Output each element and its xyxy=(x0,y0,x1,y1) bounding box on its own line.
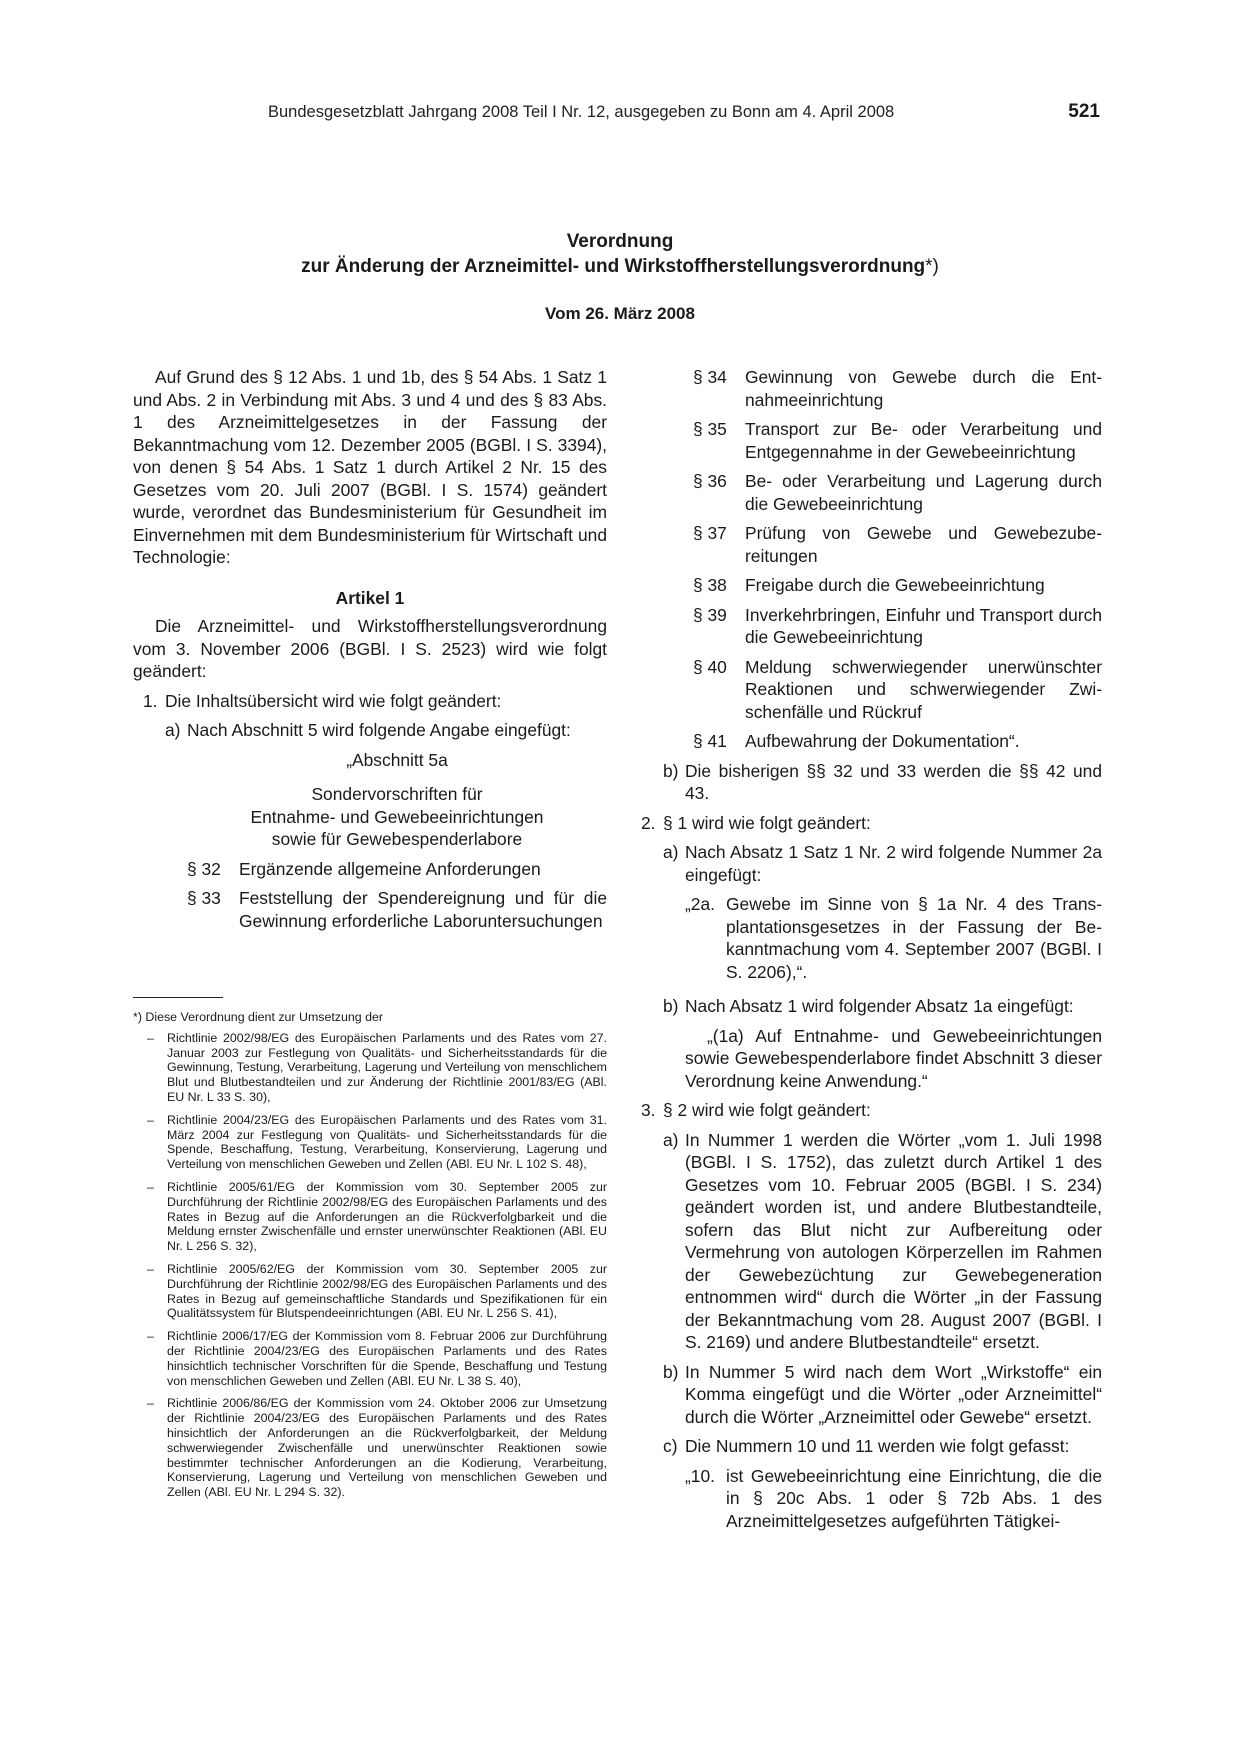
article-intro: Die Arzneimittel- und Wirkstoffherstellungsverordnung vom 3. November 2006 (BGBl. I S. 2523) wird wie folgt geändert: xyxy=(133,616,607,681)
toc-entry-32 xyxy=(133,858,607,881)
title-line-1: Verordnung xyxy=(566,231,674,252)
page-number: 521 xyxy=(1068,101,1100,122)
list-item-2 xyxy=(641,812,1102,835)
quoted-item-text: Gewebe im Sinne von § 1a Nr. 4 des Transplantationsgesetzes in der Fassung der Bekanntmachung vom 4. September 2007 (BGBl. I S. 2206),“. xyxy=(726,894,1102,982)
quoted-item-label: „2a. xyxy=(685,894,715,914)
toc-entry-text: Gewinnung von Gewebe durch die Entnahmeeinrichtung xyxy=(745,367,1102,410)
toc-entry-34 xyxy=(641,366,1102,411)
footnote-text: Richtlinie 2006/17/EG der Kommission vom 8. Februar 2006 zur Durchführung der Richtlinie 2004/23/EG des Europäischen Parlaments und des Rates hinsichtlich technischer Vorschriften für die Spende, Beschaffung und Testung von menschlichen Geweben und Zellen (ABl. EU Nr. L 38 S. 40), xyxy=(167,1329,607,1388)
section-subtitle-3: sowie für Gewebespenderlabore xyxy=(271,829,523,849)
toc-entry-label: § 33 xyxy=(187,888,221,908)
footnote-text: Richtlinie 2005/62/EG der Kommission vom 30. September 2005 zur Durchführung der Richtlinie 2002/98/EG des Europäischen Parlaments und des Rates in Bezug auf gemeinschaftliche Standards und Spezifikationen für ein Qualitätssystem für Blutspendeeinrichtungen (ABl. EU Nr. L 256 S. 41), xyxy=(167,1261,607,1321)
footnote-text: Richtlinie 2006/86/EG der Kommission vom 24. Oktober 2006 zur Umsetzung der Richtlinie 2004/23/EG des Europäischen Parlaments und des Rates hinsichtlich der Anforderungen an die Rückverfolgbarkeit, der Meldung schwerwiegender Zwischenfälle und unerwünschter Reaktionen sowie bestimmter technischer Anforderungen an die Kodierung, Verarbeitung, Konservierung, Lagerung und Verteilung von menschlichen Geweben und Zellen (ABl. EU Nr. L 294 S. 32). xyxy=(167,1396,607,1500)
title-block xyxy=(120,229,1120,324)
footnote-rule xyxy=(133,997,223,998)
left-column xyxy=(133,366,607,932)
quoted-item-label: „10. xyxy=(685,1465,715,1486)
footnote-item: – Richtlinie 2006/17/EG der Kommission vom 8. Februar 2006 zur Durchführung der Richtlinie 2004/23/EG des Europäischen Parlaments und des Rates hinsichtlich technischer Vorschriften für die Spende, Beschaffung und Testung von menschlichen Geweben und Zellen (ABl. EU Nr. L 38 S. 40), xyxy=(147,1329,607,1388)
list-item-text: In Nummer 5 wird nach dem Wort „Wirkstoffe“ ein Komma eingefügt und die Wörter „oder Arzneimittel“ durch die Wörter „Arzneimittel oder Gewebe“ ersetzt. xyxy=(685,1361,1102,1427)
title-line-2 xyxy=(120,254,1120,279)
toc-entry-37 xyxy=(641,522,1102,567)
list-item-text: § 1 wird wie folgt geändert: xyxy=(663,812,871,833)
footnote-item: – Richtlinie 2005/61/EG der Kommission vom 30. September 2005 zur Durchführung der Richtlinie 2002/98/EG des Europäischen Parlaments und des Rates in Bezug auf die Anforderungen an die Rückverfolgbarkeit und die Meldung ernster Zwischenfälle und ernster unerwünschter Reaktionen (ABl. EU Nr. L 256 S. 32), xyxy=(147,1179,607,1254)
toc-entry-35 xyxy=(641,418,1102,463)
list-item-3b xyxy=(641,1361,1102,1429)
list-item-label: a) xyxy=(165,720,181,740)
list-item-label: b) xyxy=(663,1361,679,1382)
footnote-item: – Richtlinie 2004/23/EG des Europäischen Parlaments und des Rates vom 31. März 2004 zur Festlegung von Qualitäts- und Sicherheitsstandards für die Spende, Beschaffung, Testung, Verarbeitung, Konservierung, Lagerung und Verteilung von menschlichen Geweben und Zellen (ABl. EU Nr. L 102 S. 48), xyxy=(147,1112,607,1172)
title-footnote-mark: *) xyxy=(925,256,939,277)
section-subtitle-1: Sondervorschriften für xyxy=(311,784,483,804)
toc-entry-text: Inverkehrbringen, Einfuhr und Transport durch die Gewebeeinrichtung xyxy=(745,604,1102,647)
title-date: Vom 26. März 2008 xyxy=(545,304,695,323)
right-column xyxy=(641,366,1102,1532)
toc-entry-text: Freigabe durch die Gewebeeinrichtung xyxy=(745,575,1045,595)
footnote-text: Richtlinie 2004/23/EG des Europäischen Parlaments und des Rates vom 31. März 2004 zur Festlegung von Qualitäts- und Sicherheitsstandards für die Spende, Beschaffung, Testung, Verarbeitung, Konservierung, Lagerung und Verteilung von menschlichen Geweben und Zellen (ABl. EU Nr. L 102 S. 48), xyxy=(167,1112,607,1172)
footnote-text: Richtlinie 2002/98/EG des Europäischen Parlaments und des Rates vom 27. Januar 2003 zur Festlegung von Qualitäts- und Sicherheitsstandards für die Gewinnung, Testung, Verarbeitung, Lagerung und Verteilung von menschlichem Blut und Blutbestandteilen und zur Änderung der Richtlinie 2001/83/EG (ABl. EU Nr. L 33 S. 30), xyxy=(167,1030,607,1104)
section-subtitle-2: Entnahme- und Gewebeeinrichtungen xyxy=(250,806,544,827)
toc-entry-label: § 38 xyxy=(693,575,727,595)
toc-entry-label: § 41 xyxy=(693,731,727,751)
list-item-text: Nach Absatz 1 Satz 1 Nr. 2 wird folgende Nummer 2a eingefügt: xyxy=(685,842,1102,885)
toc-entry-text: Prüfung von Gewebe und Gewebezubereitungen xyxy=(745,523,1102,566)
footnote-item: – Richtlinie 2006/86/EG der Kommission vom 24. Oktober 2006 zur Umsetzung der Richtlinie 2004/23/EG des Europäischen Parlaments und des Rates hinsichtlich der Anforderungen an die Rückverfolgbarkeit, der Meldung schwerwiegender Zwischenfälle und unerwünschter Reaktionen sowie bestimmter technischer Anforderungen an die Kodierung, Verarbeitung, Konservierung, Lagerung und Verteilung von menschlichen Geweben und Zellen (ABl. EU Nr. L 294 S. 32). xyxy=(147,1396,607,1500)
footnote-intro: *) Diese Verordnung dient zur Umsetzung der xyxy=(133,1010,384,1024)
quoted-item-2a xyxy=(641,893,1102,983)
list-item-1b xyxy=(641,760,1102,805)
article-heading: Artikel 1 xyxy=(335,587,405,608)
toc-entry-label: § 39 xyxy=(693,604,727,625)
list-item-1a xyxy=(133,719,607,742)
list-item-3 xyxy=(641,1099,1102,1122)
list-item-2b xyxy=(641,995,1102,1018)
toc-entry-text: Ergänzende allgemeine Anforderungen xyxy=(239,858,541,879)
list-item-label: c) xyxy=(663,1436,678,1456)
footnote-item: – Richtlinie 2005/62/EG der Kommission vom 30. September 2005 zur Durchführung der Richtlinie 2002/98/EG des Europäischen Parlaments und des Rates in Bezug auf gemeinschaftliche Standards und Spezifikationen für ein Qualitätssystem für Blutspendeeinrichtungen (ABl. EU Nr. L 256 S. 41), xyxy=(147,1261,607,1321)
list-item-label: 3. xyxy=(641,1100,656,1120)
footnotes xyxy=(133,1010,607,1508)
quoted-item-text: ist Gewebeeinrichtung eine Einrichtung, die die in § 20c Abs. 1 oder § 72b Abs. 1 des Arzneimittelgesetzes aufgeführten Tätigkei- xyxy=(726,1465,1102,1531)
quoted-paragraph-1a: „(1a) Auf Entnahme- und Gewebeeinrichtungen sowie Gewebespenderlabore findet Abschnitt 3 dieser Verordnung keine Anwendung.“ xyxy=(685,1025,1102,1091)
toc-entry-40 xyxy=(641,656,1102,724)
toc-entry-label: § 40 xyxy=(693,656,727,677)
list-item-text: Die Inhaltsübersicht wird wie folgt geändert: xyxy=(165,690,502,711)
running-head xyxy=(268,101,1100,123)
list-item-text: Die Nummern 10 und 11 werden wie folgt gefasst: xyxy=(685,1436,1070,1456)
toc-entry-41 xyxy=(641,730,1102,753)
list-item-label: 2. xyxy=(641,812,656,833)
preamble: Auf Grund des § 12 Abs. 1 und 1b, des § 54 Abs. 1 Satz 1 und Abs. 2 in Verbindung mit Abs. 3 und 4 und des § 83 Abs. 1 des Arzneimittelgesetzes in der Fassung der Bekanntmachung vom 12. Dezember 2005 (BGBl. I S. 3394), von denen § 54 Abs. 1 Satz 1 durch Artikel 2 Nr. 15 des Gesetzes vom 20. Juli 2007 (BGBl. I S. 1574) geändert wurde, verordnet das Bundesministerium für Gesundheit im Einvernehmen mit dem Bundesministerium für Wirtschaft und Technologie: xyxy=(133,367,607,567)
running-title: Bundesgesetzblatt Jahrgang 2008 Teil I Nr. 12, ausgegeben zu Bonn am 4. April 2008 xyxy=(268,103,895,121)
toc-entry-39 xyxy=(641,604,1102,649)
toc-entry-label: § 34 xyxy=(693,367,727,387)
list-item-text: Nach Absatz 1 wird folgender Absatz 1a eingefügt: xyxy=(685,996,1074,1016)
toc-entry-text: Aufbewahrung der Dokumentation“. xyxy=(745,731,1020,751)
list-item-text: Nach Abschnitt 5 wird folgende Angabe eingefügt: xyxy=(187,720,571,740)
toc-entry-text: Feststellung der Spendereignung und für die Gewinnung erforderliche Laboruntersuchungen xyxy=(239,888,607,931)
list-item-text: In Nummer 1 werden die Wörter „vom 1. Juli 1998 (BGBl. I S. 1752), das zuletzt durch Artikel 1 des Gesetzes vom 10. Februar 2005 (BGBl. I S. 234) geändert worden ist, und andere Blutbestandteile, sofern das Blut nicht zur Aufbereitung oder Vermehrung von autologen Körperzellen im Rahmen der Gewebezüchtung zur Gewebegeneration entnommen wird“ durch die Wörter „in der Fassung der Bekanntmachung vom 28. August 2007 (BGBl. I S. 2169) und andere Blutbestandteile“ ersetzt. xyxy=(685,1129,1102,1352)
list-item-label: a) xyxy=(663,1129,679,1150)
list-item-text: Die bisherigen §§ 32 und 33 werden die §§ 42 und 43. xyxy=(685,760,1102,803)
footnote-text: Richtlinie 2005/61/EG der Kommission vom 30. September 2005 zur Durchführung der Richtlinie 2002/98/EG des Europäischen Parlaments und des Rates in Bezug auf die Anforderungen an die Rückverfolgbarkeit und die Meldung ernster Zwischenfälle und ernster unerwünschter Reaktionen (ABl. EU Nr. L 256 S. 32), xyxy=(167,1179,607,1254)
list-item-label: b) xyxy=(663,760,679,781)
list-item-3a xyxy=(641,1129,1102,1354)
list-item-label: b) xyxy=(663,996,679,1016)
toc-entry-label: § 36 xyxy=(693,471,727,491)
list-item-label: a) xyxy=(663,842,679,862)
quoted-item-10 xyxy=(641,1465,1102,1533)
toc-entry-label: § 35 xyxy=(693,419,727,439)
list-item-1 xyxy=(133,690,607,713)
toc-entry-text: Be- oder Verarbeitung und Lagerung durch die Gewebeeinrichtung xyxy=(745,471,1102,514)
toc-entry-38 xyxy=(641,574,1102,597)
toc-entry-text: Meldung schwerwiegender unerwünschter Reaktionen und schwerwiegender Zwischenfälle und Rückruf xyxy=(745,656,1102,722)
list-item-2a xyxy=(641,841,1102,886)
toc-entry-text: Transport zur Be- oder Verarbeitung und Entgegennahme in der Gewebeeinrichtung xyxy=(745,419,1102,462)
section-title: „Abschnitt 5a xyxy=(346,749,448,770)
title-text: zur Änderung der Arzneimittel- und Wirkstoffherstellungsverordnung xyxy=(301,256,926,277)
list-item-3c xyxy=(641,1435,1102,1458)
toc-entry-33 xyxy=(133,887,607,932)
footnote-item: – Richtlinie 2002/98/EG des Europäischen Parlaments und des Rates vom 27. Januar 2003 zur Festlegung von Qualitäts- und Sicherheitsstandards für die Gewinnung, Testung, Verarbeitung, Lagerung und Verteilung von menschlichem Blut und Blutbestandteilen und zur Änderung der Richtlinie 2001/83/EG (ABl. EU Nr. L 33 S. 30), xyxy=(147,1030,607,1104)
list-item-text: § 2 wird wie folgt geändert: xyxy=(663,1100,871,1120)
toc-entry-label: § 37 xyxy=(693,523,727,543)
toc-entry-label: § 32 xyxy=(187,858,221,879)
toc-entry-36 xyxy=(641,470,1102,515)
list-item-label: 1. xyxy=(143,690,158,711)
